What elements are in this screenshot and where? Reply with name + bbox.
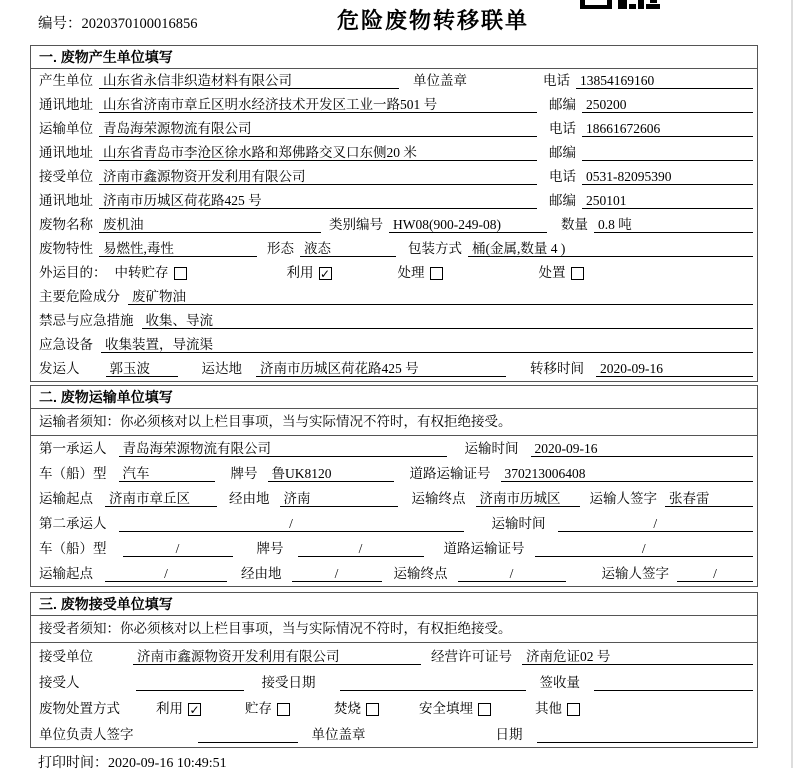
receiver-address-value: 济南市历城区荷花路425 号 (99, 192, 537, 209)
print-time-label: 打印时间： (38, 756, 108, 771)
option-label: 处置 (538, 265, 566, 280)
carrier1-label: 第一承运人 (39, 441, 107, 456)
carrier1-via-value: 济南 (280, 490, 398, 507)
receiver-notice: 接受者须知：你必须核对以上栏目事项，当与实际情况不符时，有权拒绝接受。 (31, 616, 757, 643)
disposal-method-row (31, 695, 757, 721)
carrier1-route-row (31, 486, 757, 511)
transporter-address-value: 山东省青岛市李沧区徐水路和郑佛路交叉口东侧20 米 (99, 144, 537, 161)
receiver-unit-row (31, 643, 757, 669)
carrier2-origin-value: / (105, 565, 227, 582)
receive-person-label: 接受人 (39, 675, 80, 690)
receive-date-label: 接受日期 (261, 675, 316, 690)
receiver-value: 济南市鑫源物资开发利用有限公司 (99, 168, 537, 185)
disposal-option-utilize (156, 700, 201, 717)
option-label: 安全填埋 (419, 701, 473, 716)
doc-number (38, 12, 198, 33)
producer-address-value: 山东省济南市章丘区明水经济技术开发区工业一路501 号 (99, 96, 537, 113)
shipper-value: 郭玉波 (106, 360, 178, 377)
phone-label: 电话 (543, 73, 570, 88)
transfer-time-value: 2020-09-16 (596, 360, 753, 377)
transport-time-label: 运输时间 (464, 441, 519, 456)
carrier1-plate-value: 鲁UK8120 (268, 465, 394, 482)
address-label: 通讯地址 (39, 145, 93, 160)
section1-title: 一. 废物产生单位填写 (31, 46, 757, 69)
character-value: 易燃性,毒性 (99, 240, 257, 257)
producer-value: 山东省永信非织造材料有限公司 (99, 72, 399, 89)
packing-value: 桶(金属,数量 4 ) (468, 240, 753, 257)
transporter-zip-value (582, 144, 753, 161)
option-label: 贮存 (245, 701, 272, 716)
waste-character-row (31, 237, 757, 261)
sign-date-value (537, 726, 754, 743)
equipment-row (31, 333, 757, 357)
transfer-time-label: 转移时间 (530, 361, 584, 376)
license-label: 经营许可证号 (431, 649, 512, 664)
carrier1-row (31, 436, 757, 461)
carrier1-vehicle-row (31, 461, 757, 486)
option-label: 利用 (286, 265, 314, 280)
equipment-label: 应急设备 (39, 337, 93, 352)
transporter-row (31, 117, 757, 141)
emergency-label: 禁忌与应急措施 (39, 313, 134, 328)
leader-sign-value (198, 726, 298, 743)
carrier2-label: 第二承运人 (39, 516, 107, 531)
section-producer (30, 45, 758, 382)
zip-label: 邮编 (549, 97, 576, 112)
purpose-option-dispose (539, 264, 584, 281)
category-no-label: 类别编号 (329, 217, 383, 232)
signature-label: 运输人签字 (601, 566, 669, 581)
carrier2-row (31, 511, 757, 536)
license-value: 济南危证02 号 (522, 648, 753, 665)
waste-name-label: 废物名称 (39, 217, 93, 232)
carrier2-signature-value: / (677, 565, 753, 582)
packing-label: 包装方式 (408, 241, 462, 256)
carrier2-vehicle-value: / (123, 540, 233, 557)
hazard-value: 废矿物油 (128, 288, 753, 305)
emergency-value: 收集、导流 (142, 312, 754, 329)
road-permit-label: 道路运输证号 (443, 541, 525, 556)
zip-label: 邮编 (549, 193, 576, 208)
purpose-option-utilize (287, 264, 332, 281)
carrier1-signature-value: 张春雷 (665, 490, 753, 507)
option-label: 焚烧 (334, 701, 361, 716)
category-no-value: HW08(900-249-08) (389, 216, 547, 233)
document-header (0, 0, 796, 45)
leader-sign-label: 单位负责人签字 (39, 727, 134, 742)
receiver-address-row (31, 189, 757, 213)
signature-label: 运输人签字 (589, 491, 657, 506)
origin-label: 运输起点 (39, 566, 93, 581)
carrier1-origin-value: 济南市章丘区 (105, 490, 217, 507)
checkbox-icon (567, 703, 580, 716)
checkbox-icon (277, 703, 290, 716)
road-permit-label: 道路运输证号 (409, 466, 491, 481)
carrier2-route-row (31, 561, 757, 586)
purpose-label: 外运目的： (39, 265, 107, 280)
carrier1-name-value: 青岛海荣源物流有限公司 (119, 440, 447, 457)
page-title: 危险废物转移联单 (337, 8, 530, 33)
section3-title: 三. 废物接受单位填写 (31, 593, 757, 616)
quantity-value: 0.8 吨 (594, 216, 753, 233)
hazard-row (31, 285, 757, 309)
carrier1-vehicle-value: 汽车 (119, 465, 215, 482)
producer-phone-value: 13854169160 (576, 72, 753, 89)
receive-date-value (340, 674, 526, 691)
page-edge-line (791, 0, 793, 768)
receiver-unit-label: 接受单位 (39, 649, 93, 664)
producer-row (31, 69, 757, 93)
doc-number-label: 编号： (38, 16, 82, 32)
carrier1-terminal-value: 济南市历城区 (476, 490, 580, 507)
section2-title: 二. 废物运输单位填写 (31, 386, 757, 409)
sign-date-label: 日期 (495, 727, 523, 742)
address-label: 通讯地址 (39, 97, 93, 112)
carrier1-time-value: 2020-09-16 (531, 440, 754, 457)
producer-label: 产生单位 (39, 73, 93, 88)
receiver-zip-value: 250101 (582, 192, 753, 209)
checkbox-icon (174, 267, 187, 280)
option-label: 利用 (156, 701, 183, 716)
purpose-option-treat (398, 264, 443, 281)
disposal-option-other (535, 700, 580, 717)
shipper-label: 发运人 (39, 361, 80, 376)
purpose-option-transfer-storage (115, 264, 187, 281)
via-label: 经由地 (229, 491, 270, 506)
receiver-label: 接受单位 (39, 169, 93, 184)
origin-label: 运输起点 (39, 491, 93, 506)
hazard-label: 主要危险成分 (39, 289, 120, 304)
unit-seal-label: 单位盖章 (311, 727, 366, 742)
producer-address-row (31, 93, 757, 117)
receive-person-value (136, 674, 244, 691)
checkbox-checked-icon: ✓ (319, 267, 331, 281)
terminal-label: 运输终点 (393, 566, 448, 581)
disposal-option-landfill (419, 700, 491, 717)
purpose-row (31, 261, 757, 285)
quantity-label: 数量 (561, 217, 588, 232)
leader-sign-row (31, 721, 757, 747)
signed-amount-value (594, 674, 753, 691)
receiver-phone-value: 0531-82095390 (582, 168, 753, 185)
disposal-option-store (245, 700, 290, 717)
checkbox-icon (430, 267, 443, 280)
checkbox-icon (478, 703, 491, 716)
print-time (38, 752, 796, 772)
disposal-label: 废物处置方式 (39, 701, 120, 716)
waste-name-row (31, 213, 757, 237)
qr-code-fragment-icon (580, 0, 662, 10)
option-label: 中转贮存 (114, 265, 169, 280)
waste-name-value: 废机油 (99, 216, 321, 233)
option-label: 处理 (397, 265, 425, 280)
destination-value: 济南市历城区荷花路425 号 (256, 360, 506, 377)
plate-label: 牌号 (230, 466, 258, 481)
receiver-unit-value: 济南市鑫源物资开发利用有限公司 (133, 648, 421, 665)
phone-label: 电话 (549, 169, 576, 184)
plate-label: 牌号 (256, 541, 284, 556)
receiver-row (31, 165, 757, 189)
transporter-notice: 运输者须知：你必须核对以上栏目事项，当与实际情况不符时，有权拒绝接受。 (31, 409, 757, 436)
signed-amount-label: 签收量 (539, 675, 580, 690)
terminal-label: 运输终点 (411, 491, 466, 506)
vehicle-label: 车（船）型 (39, 541, 107, 556)
carrier1-road-permit-value: 370213006408 (501, 465, 754, 482)
emergency-row (31, 309, 757, 333)
unit-seal-label: 单位盖章 (413, 73, 467, 88)
form-value: 液态 (300, 240, 396, 257)
carrier2-time-value: / (558, 515, 754, 532)
transporter-label: 运输单位 (39, 121, 93, 136)
destination-label: 运达地 (201, 361, 242, 376)
disposal-option-incinerate (334, 700, 379, 717)
phone-label: 电话 (549, 121, 576, 136)
transporter-value: 青岛海荣源物流有限公司 (99, 120, 537, 137)
character-label: 废物特性 (39, 241, 93, 256)
address-label: 通讯地址 (39, 193, 93, 208)
carrier2-terminal-value: / (458, 565, 566, 582)
receive-person-row (31, 669, 757, 695)
carrier2-vehicle-row (31, 536, 757, 561)
carrier2-via-value: / (292, 565, 382, 582)
checkbox-icon (366, 703, 379, 716)
section-transporter (30, 385, 758, 587)
producer-zip-value: 250200 (582, 96, 753, 113)
carrier2-plate-value: / (298, 540, 424, 557)
print-time-value: 2020-09-16 10:49:51 (108, 756, 227, 771)
via-label: 经由地 (241, 566, 282, 581)
form-label: 形态 (267, 241, 294, 256)
doc-number-value: 2020370100016856 (81, 16, 198, 32)
checkbox-icon (571, 267, 584, 280)
transporter-address-row (31, 141, 757, 165)
checkbox-checked-icon: ✓ (189, 703, 200, 717)
option-label: 其他 (535, 701, 562, 716)
transport-time-label: 运输时间 (491, 516, 546, 531)
carrier2-name-value: / (119, 515, 464, 532)
carrier2-road-permit-value: / (535, 540, 754, 557)
shipper-row (31, 357, 757, 381)
equipment-value: 收集装置，导流渠 (101, 336, 753, 353)
vehicle-label: 车（船）型 (39, 466, 107, 481)
zip-label: 邮编 (549, 145, 576, 160)
transporter-phone-value: 18661672606 (582, 120, 753, 137)
section-receiver (30, 592, 758, 748)
